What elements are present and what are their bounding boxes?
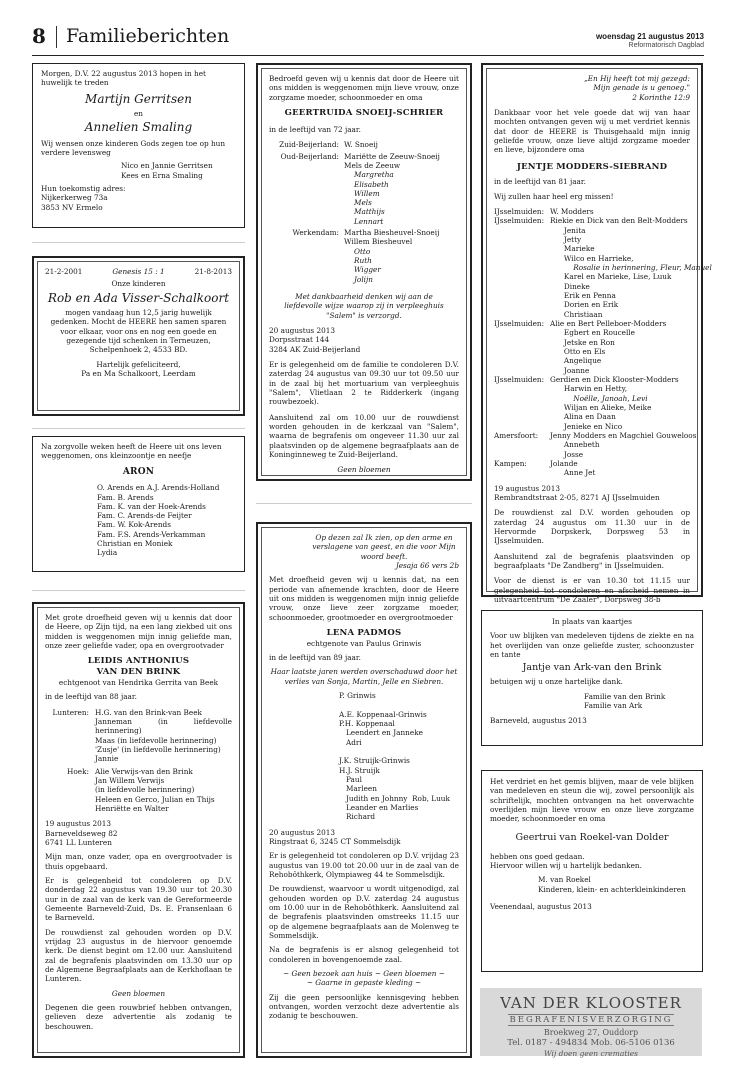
place-label [494, 282, 550, 291]
list-item [339, 700, 459, 709]
page-header [0, 0, 738, 60]
list-item: Otto [354, 246, 371, 256]
list-item: Jannie [95, 754, 119, 764]
relative-name: Jenieke en Nico [550, 421, 623, 431]
bible-verse: „En Hij heeft tot mij gezegd: [583, 74, 690, 83]
list-item: Willem Biesheuvel [344, 237, 413, 247]
list-item: H.G. van den Brink-van Beek [95, 707, 202, 717]
list-item: Lydia [97, 548, 118, 558]
ad-intro: Dankbaar voor het vele goede dat wij van haar mochten ontvangen geven wij u met verdriet kennis dat door de HEERE is Thuisgehaald mijn innig geliefde vrouw, onze lieve altijd zorgzame moeder en lieve, bijzondere oma [494, 107, 690, 155]
ad-line: Hiervoor willen wij u hartelijk bedanken. [490, 861, 642, 871]
family-row [494, 375, 690, 384]
ad-para: Zij die geen persoonlijke kennisgeving hebben ontvangen, worden verzocht deze advertentie als zodanig te beschouwen. [269, 992, 459, 1021]
ad-wedding-gerritsen [32, 63, 245, 228]
list-item: P.H. Koppenaal [339, 719, 395, 729]
family-row [494, 263, 712, 273]
place-label [494, 366, 550, 375]
list-item [339, 747, 459, 756]
ad-para: Mijn man, onze vader, opa en overgrootvader is thuis opgebaard. [45, 852, 232, 871]
ad-body: mogen vandaag hun 12,5 jarig huwelijk gedenken. Mocht de HEERE hen samen sparen voor elkaar, voor ons en nog een goede en gezegende tijd schenken in Terneuzen, Schelpenhoek 2, 4533 BD. [50, 308, 227, 355]
relative-name: Otto en Els [550, 347, 606, 357]
ad-obituary-van-den-brink [32, 602, 245, 1058]
list-item: Jan Willem Verwijs [95, 776, 165, 786]
place-label [494, 338, 550, 347]
ad-obituary-snoeij-schrier [256, 63, 472, 481]
memorial-note: Haar laatste jaren werden overschaduwd door het verlies van Sonja, Martin, Jelle en Siebren. [270, 667, 458, 686]
place-label [494, 235, 550, 244]
ad-para: De rouwdienst zal gehouden worden op D.V. vrijdag 23 augustus in de hiervoor genoemde kerk. De dienst begint om 12.00 uur. Aansluitend zal de begrafenis plaatsvinden om 13.30 uur op de Algemene Begraafplaats aan de Kerkhoflaan te Lunteren. [45, 927, 232, 984]
list-item: Willem [354, 188, 380, 198]
logo-phone: Tel. 0187 - 494834 Mob. 06-5106 0136 [507, 1038, 675, 1048]
address-line: Dorpsstraat 144 [269, 335, 330, 345]
thanks-line: betuigen wij u onze hartelijke dank. [490, 677, 623, 687]
list-item: Lennart [354, 216, 384, 226]
family-row [494, 394, 690, 403]
place-label [494, 291, 550, 300]
relative-name: Alina en Daan [550, 412, 616, 422]
bible-verse: Mijn genade is u genoeg." [593, 83, 690, 93]
family-row [494, 216, 690, 225]
gratitude-note: Met dankbaarheid denken wij aan de liefdevolle wijze waarop zij in verpleeghuis "Salem" is verzorgd. [284, 292, 444, 320]
list-item: Maas (in liefdevolle herinnering) [95, 735, 217, 745]
logo-subtitle: BEGRAFENISVERZORGING [509, 1015, 673, 1025]
list-item: Margretha [354, 170, 394, 180]
list-item: Paul [339, 775, 362, 785]
flowers-note: ~ Geen bezoek aan huis ~ Geen bloemen ~ [283, 969, 445, 978]
ad-para: De rouwdienst zal D.V. worden gehouden op zaterdag 24 augustus om 11.30 uur in de Hervormde Dorpskerk, Dorpsweg 53 in IJsselmuiden. [494, 508, 690, 546]
family-row [494, 254, 690, 263]
list-item: J.K. Struijk-Grinwis [339, 756, 410, 766]
family-row [494, 450, 690, 459]
list-item: A.E. Koppenaal-Grinwis [339, 709, 427, 719]
place-label [494, 272, 550, 281]
place-label [494, 347, 550, 356]
relative-name: Wilco en Harrieke, [550, 253, 634, 263]
family-row [494, 440, 690, 449]
family-row [494, 459, 690, 468]
family-row [494, 431, 697, 441]
ad-intro: Morgen, D.V. 22 augustus 2013 hopen in het huwelijk te treden [41, 69, 206, 88]
age-line: in de leeftijd van 81 jaar. [494, 176, 586, 186]
date-left: 21-2-2001 [45, 267, 83, 276]
deceased-name: Geertrui van Roekel-van Dolder [515, 831, 669, 843]
funeral-home-logo [480, 988, 702, 1056]
ad-obituary-padmos [256, 522, 472, 1058]
family-row [494, 226, 690, 235]
bible-ref: Genesis 15 : 1 [112, 267, 165, 276]
deceased-name: VAN DEN BRINK [96, 667, 181, 678]
list-item: Richard [339, 812, 376, 822]
place-label: IJsselmuiden: [494, 216, 545, 226]
place-label [494, 450, 550, 459]
list-item: Mariëtte de Zeeuw-Snoeij [344, 151, 440, 161]
ad-intro: Met grote droefheid geven wij u kennis dat door de Heere, op Zijn tijd, na een lang ziekbed uit ons midden is weggenomen mijn innig geliefde man, onze zeer geliefde vader, opa en overgrootvader [45, 613, 232, 650]
divider [32, 428, 245, 429]
relative-name: W. Modders [550, 207, 594, 217]
place-label: Oud-Beijerland: [280, 151, 339, 161]
address-line: Nijkerkerweg 73a [41, 193, 108, 203]
place-date: Barneveld, augustus 2013 [490, 716, 587, 726]
bride-name: Annelien Smaling [84, 120, 193, 135]
ad-para: Voor de dienst is er van 10.30 tot 11.15 uur gelegenheid tot condoleren en afscheid nemen in uitvaartcentrum "De Zaaler", Dorpsweg 38-b [494, 576, 690, 604]
list-item: Wigger [354, 265, 381, 275]
deceased-name: ARON [122, 466, 155, 477]
relative-name: Annebeth [550, 440, 600, 450]
list-item: P. Grinwis [339, 691, 376, 701]
list-item: Jolijn [354, 274, 373, 284]
list-item: Elisabeth [354, 179, 389, 189]
family-row [494, 356, 690, 365]
ad-thanks-van-roekel [481, 770, 703, 972]
date-right: 21-8-2013 [194, 267, 232, 276]
relative-name: Marieke [550, 244, 595, 254]
place-label: IJsselmuiden: [494, 319, 545, 329]
place-label [494, 468, 550, 477]
date-line: 20 augustus 2013 [269, 827, 336, 837]
ad-line: Onze kinderen [111, 279, 166, 289]
grandchildren-list [344, 170, 440, 226]
ad-obituary-modders-siebrand [481, 63, 712, 604]
address-line: 3284 AK Zuid-Beijerland [269, 344, 361, 354]
age-line: in de leeftijd van 89 jaar. [269, 653, 361, 663]
header-divider [56, 26, 57, 48]
relative-name: Egbert en Roucelle [550, 328, 635, 338]
list-item: Heleen en Gerco, Julian en Thijs [95, 794, 215, 804]
relative-name: Harwin en Hetty, [550, 384, 628, 394]
divider [32, 242, 245, 243]
list-item: Marleen [339, 784, 377, 794]
bible-ref: 2 Korinthe 12:9 [632, 92, 690, 102]
family-row [494, 291, 690, 300]
couple-name: Rob en Ada Visser-Schalkoort [47, 290, 230, 305]
place-label [494, 300, 550, 309]
newspaper-name: Reformatorisch Dagblad [628, 42, 704, 49]
ad-intro: Met droefheid geven wij u kennis dat, na een periode van afnemende krachten, door de Heere uit ons midden is weggenomen mijn innig geliefde vrouw, onze lieve zeer zorgzame moeder, schoonmoeder, grootmoeder en overgrootmoeder [269, 575, 459, 622]
place-label: Zuid-Beijerland: [279, 140, 339, 150]
place-label [494, 244, 550, 253]
list-item: Christian en Moniek [97, 539, 173, 549]
relative-name: Jetske en Ron [550, 337, 615, 347]
ad-para: De rouwdienst, waarvoor u wordt uitgenodigd, zal gehouden worden op D.V. zaterdag 24 augustus om 10.00 uur in de Rehobôthkerk. Aansluitend zal de begrafenis plaatsvinden omstreeks 11.15 uur op de algemene begraafplaats aan de Molenweg te Sommelsdijk. [269, 884, 459, 941]
family-row [494, 319, 690, 328]
place-label [494, 412, 550, 421]
age-line: in de leeftijd van 88 jaar. [45, 692, 137, 702]
relative-name: Rosalie in herinnering, Fleur, Manuel [550, 263, 712, 273]
place-label [494, 356, 550, 365]
relative-name: Josse [550, 449, 584, 459]
ad-thanks-van-ark [481, 610, 703, 746]
place-label [494, 263, 550, 272]
family-row [494, 244, 690, 253]
family-list [269, 691, 459, 822]
family-list [494, 207, 712, 478]
list-item: Fam. K. van der Hoek-Arends [97, 501, 206, 511]
spouse-line: echtgenote van Paulus Grinwis [306, 638, 422, 648]
list-item: Judith en Johnny Rob, Luuk [339, 793, 450, 803]
relative-name: Joanne [550, 365, 590, 375]
family-line: Familie van den Brink [584, 691, 666, 701]
date-line: 20 augustus 2013 [269, 326, 336, 336]
list-item: Mels de Zeeuw [344, 160, 401, 170]
family-row [494, 310, 690, 319]
ad-para: Er is gelegenheid tot condoleren op D.V. vrijdag 23 augustus van 19.00 tot 20.00 uur in de zaal van de Rehobôthkerk, Olympiaweg 44 te Sommelsdijk. [269, 851, 459, 880]
bible-verse: Op dezen zal Ik zien, op den arme en verslagene van geest, en die voor Mijn woord beeft. [312, 533, 456, 561]
address-line: Rembrandtstraat 2-05, 8271 AJ IJsselmuiden [494, 493, 660, 502]
age-line: in de leeftijd van 72 jaar. [269, 124, 361, 134]
date-line: 19 augustus 2013 [494, 483, 561, 493]
date-line: 19 augustus 2013 [45, 819, 112, 829]
miss-line: Wij zullen haar heel erg missen! [494, 191, 614, 201]
section-title: Familieberichten [66, 25, 230, 47]
family-row [494, 338, 690, 347]
list-item: (in liefdevolle herinnering) [95, 785, 195, 795]
place-label [494, 328, 550, 337]
family-row [494, 384, 690, 393]
list-item: Matthijs [354, 207, 385, 217]
relative-name: Jenny Modders en Magchiel Gouweloos [550, 431, 697, 441]
family-row [494, 347, 690, 356]
deceased-name: LENA PADMOS [326, 627, 402, 638]
family-line: Familie van Ark [584, 701, 643, 711]
place-label [494, 384, 550, 393]
parents-line: Nico en Jannie Gerritsen [121, 161, 213, 171]
relative-name: Dineke [550, 281, 590, 291]
place-label [494, 440, 550, 449]
family-row [494, 300, 690, 309]
address-line: 3853 NV Ermelo [41, 202, 103, 212]
place-label: Werkendam: [292, 228, 339, 238]
relative-list [344, 228, 439, 247]
logo-address: Broekweg 27, Ouddorp [543, 1028, 639, 1037]
divider [32, 590, 245, 591]
relative-name: Dorien en Erik [550, 300, 619, 310]
address-line: 6741 LL Lunteren [45, 837, 112, 847]
ad-para: Aansluitend zal om 10.00 uur de rouwdienst worden gehouden in de kerkzaal van "Salem", waarna de begrafenis om ongeveer 11.30 uur zal plaatsvinden op de algemene begraafplaats aan de Koninginneweg te Zuid-Beijerland. [269, 412, 459, 460]
relative-list [95, 767, 215, 814]
ad-para: Degenen die geen rouwbrief hebben ontvangen, gelieven deze advertentie als zodanig te beschouwen. [45, 1002, 232, 1031]
list-item: 'Zusje' (in liefdevolle herinnering) [95, 745, 221, 755]
groom-name: Martijn Gerritsen [85, 91, 192, 106]
list-item: Janneman (in liefdevolle herinnering) [95, 717, 232, 736]
relative-list [344, 152, 440, 171]
ad-intro: Bedroefd geven wij u kennis dat door de Heere uit ons midden is weggenomen mijn lieve vrouw, onze zorgzame moeder, schoonmoeder en oma [269, 74, 459, 102]
address-line: Ringstraat 6, 3245 CT Sommelsdijk [269, 837, 401, 847]
page-number: 8 [32, 24, 46, 48]
ad-para: Er is gelegenheid tot condoleren op D.V. donderdag 22 augustus van 19.30 uur tot 20.30 uur in de zaal van de kerk van de Gereformeerde Gemeente Barneveld-Zuid, Ds. E. Fransenlaan 6 te Barneveld. [45, 875, 232, 923]
list-item: Martha Biesheuvel-Snoeij [344, 228, 440, 238]
header-rule [32, 55, 704, 56]
signed-by: Kinderen, klein- en achterkleinkinderen [538, 884, 686, 894]
issue-date: woensdag 21 augustus 2013 [595, 32, 704, 41]
ad-para: Er is gelegenheid om de familie te condoleren D.V. zaterdag 24 augustus van 09.30 uur tot 09.50 uur in de zaal bij het mortuarium van verpleeghuis "Salem", Vlietlaan 2 te Ridderkerk (ingang rouwbezoek). [269, 360, 459, 407]
relative-name: Wiljan en Alieke, Meike [550, 403, 652, 413]
relative-name: Gerdien en Dick Klooster-Modders [550, 375, 679, 385]
grandchildren-list [344, 247, 439, 284]
list-item: Mels [354, 198, 372, 208]
relative-name: Christiaan [550, 309, 603, 319]
ad-title: In plaats van kaartjes [552, 617, 632, 626]
place-date: Veenendaal, augustus 2013 [490, 902, 592, 912]
family-row [494, 207, 690, 216]
relative-name: Riekie en Dick van den Belt-Modders [550, 216, 688, 226]
relative-name: Noëlle, Janoah, Levi [550, 393, 648, 403]
place-label: Lunteren: [52, 707, 89, 717]
ad-body: Het verdriet en het gemis blijven, maar de vele blijken van medeleven en steun die wij, zowel persoonlijk als schriftelijk, mochten ontvangen na het onverwachte overlijden mijn lieve vrouw en onze lieve zorgzame moeder, schoonmoeder en oma [490, 777, 694, 824]
address-label: Hun toekomstig adres: [41, 184, 126, 194]
list-item: O. Arends en A.J. Arends-Holland [97, 483, 220, 493]
list-item: Fam. W. Kok-Arends [97, 520, 171, 530]
family-list [41, 483, 236, 558]
place-label [494, 226, 550, 235]
flowers-note: Geen bloemen [111, 988, 166, 998]
relative-name: Jolande [550, 459, 578, 469]
list-item: Leendert en Janneke [339, 728, 423, 738]
ad-line: hebben ons goed gedaan. [490, 851, 585, 861]
place-label [494, 422, 550, 431]
relative-name: Jenita [550, 225, 586, 235]
deceased-name: GEERTRUIDA SNOEIJ-SCHRIER [284, 107, 444, 118]
relative-list [344, 140, 378, 149]
deceased-name: Jantje van Ark-van den Brink [522, 662, 662, 674]
ad-anniversary-visser [32, 256, 245, 416]
ad-para: Na de begrafenis is er alsnog gelegenheid tot condoleren in bovengenoemde zaal. [269, 945, 459, 964]
place-label: Hoek: [67, 766, 89, 776]
family-row [494, 403, 690, 412]
relative-name: Erik en Penna [550, 291, 616, 301]
list-item: Alie Verwijs-van den Brink [95, 766, 193, 776]
logo-name: VAN DER KLOOSTER [500, 994, 682, 1012]
congrats: Hartelijk gefeliciteerd, [96, 359, 181, 369]
list-item: Henriëtte en Walter [95, 804, 169, 813]
parents-line: Kees en Erna Smaling [121, 170, 203, 180]
ad-obituary-aron [32, 436, 245, 572]
family-row [494, 422, 690, 431]
list-item: Ruth [354, 256, 372, 266]
ad-para: Aansluitend zal de begrafenis plaatsvinden op begraafplaats "De Zandberg" in IJsselmuiden. [494, 551, 690, 570]
family-row [494, 468, 690, 477]
signed-by: M. van Roekel [538, 875, 591, 885]
family-row [494, 366, 690, 375]
list-item: Adri [339, 737, 362, 747]
list-item: Fam. F.S. Arends-Verkamman [97, 529, 206, 539]
family-row [494, 412, 690, 421]
relative-name: Anne Jet [550, 468, 596, 478]
deceased-name: JENTJE MODDERS-SIEBRAND [516, 161, 668, 172]
relative-name: Alie en Bert Pelleboer-Modders [550, 319, 667, 329]
list-item: Leander en Marlies [339, 803, 419, 813]
flowers-note: Geen bloemen [337, 465, 391, 475]
signed-by: Pa en Ma Schalkoort, Leerdam [81, 368, 196, 378]
and-word: en [133, 109, 144, 119]
relative-name: Angelique [550, 356, 602, 366]
place-label: IJsselmuiden: [494, 207, 545, 217]
list-item: W. Snoeij [344, 140, 378, 150]
relative-name: Jetty [550, 235, 582, 245]
place-label [494, 394, 550, 403]
address-line: Barneveldseweg 82 [45, 828, 118, 838]
ad-body: Voor uw blijken van medeleven tijdens de ziekte en na het overlijden van onze geliefde zuster, schoonzuster en tante [490, 631, 694, 659]
list-item: Fam. B. Arends [97, 492, 154, 502]
family-row [494, 328, 690, 337]
place-label [494, 310, 550, 319]
logo-tagline: Wij doen geen crematies [543, 1049, 639, 1058]
place-label: IJsselmuiden: [494, 375, 545, 385]
family-row [494, 272, 690, 281]
flowers-note: ~ Gaarne in gepaste kleding ~ [306, 978, 422, 988]
family-row [494, 235, 690, 244]
ad-wish: Wij wensen onze kinderen Gods zegen toe op hun verdere levensweg [41, 138, 226, 158]
relative-name: Karel en Marieke, Lise, Luuk [550, 272, 672, 282]
ad-intro: Na zorgvolle weken heeft de Heere uit ons leven weggenomen, ons kleinzoontje en neefje [41, 442, 222, 461]
divider [256, 503, 472, 504]
list-item: Fam. C. Arends-de Feijter [97, 511, 192, 521]
spouse-line: echtgenoot van Hendrika Gerrita van Beek [58, 678, 219, 688]
list-item: H.J. Struijk [339, 765, 380, 775]
bible-ref: Jesaja 66 vers 2b [395, 560, 459, 570]
place-label [494, 403, 550, 412]
deceased-name: LEIDIS ANTHONIUS [87, 656, 190, 667]
place-label: Kampen: [494, 459, 527, 469]
place-label [494, 254, 550, 263]
place-label: Amersfoort: [494, 431, 539, 441]
relative-list [95, 708, 232, 764]
family-row [494, 282, 690, 291]
